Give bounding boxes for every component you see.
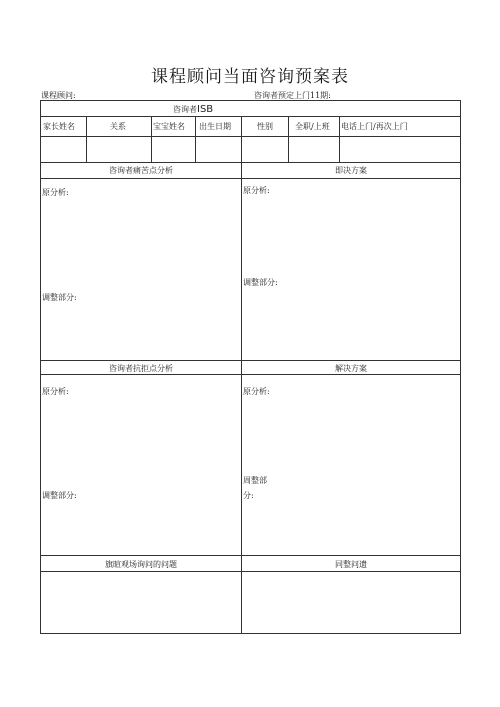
immediate-solution-heading: 即决方案	[335, 166, 367, 175]
consultant-label: 课程顾问:	[41, 91, 76, 100]
adjust-part-label: 调整部分:	[243, 278, 278, 287]
divider	[41, 555, 460, 556]
adjustment-questions-heading: 同整问遗	[335, 560, 367, 569]
divider	[41, 360, 460, 361]
page-title: 课程顾问当面咨询预案表	[151, 67, 349, 87]
header-parent-name: 家长姓名	[43, 122, 75, 131]
consultee-code: ISB	[197, 104, 214, 115]
original-analysis-label: 原分析:	[243, 387, 270, 396]
objection-analysis-heading: 咨询者抗拒点分析	[109, 364, 173, 373]
adjust-part-label: 调整部分:	[42, 491, 77, 500]
divider	[41, 571, 460, 572]
divider	[41, 162, 460, 163]
consultee-label: 咨询者ISB	[173, 104, 214, 115]
divider	[339, 116, 340, 162]
divider	[288, 116, 289, 162]
header-relation: 关系	[110, 122, 126, 131]
header-visit-type: 电话上门/再次上门	[341, 122, 408, 131]
divider	[41, 374, 460, 375]
divider	[241, 116, 242, 162]
original-analysis-label: 原分析:	[243, 186, 270, 195]
header-job-status: 全职/上班	[295, 122, 330, 131]
original-analysis-label: 原分析:	[42, 387, 69, 396]
divider	[151, 116, 152, 162]
onsite-questions-heading: 旗暄观场询问的问题	[105, 560, 177, 569]
divider	[41, 178, 460, 179]
header-gender: 性别	[257, 122, 273, 131]
pain-point-analysis-heading: 咨询者痛苦点分析	[109, 166, 173, 175]
divider	[41, 116, 460, 117]
adjust-part-label: 调整部分:	[42, 293, 77, 302]
header-baby-name: 宝宝姓名	[153, 122, 185, 131]
divider	[41, 136, 460, 137]
divider	[86, 116, 87, 162]
adjust-part-label: 周整部	[243, 476, 267, 485]
appointment-date-label: 咨询者预定上门11期:	[254, 91, 331, 100]
solution-heading: 解决方案	[335, 364, 367, 373]
divider	[195, 116, 196, 162]
consultation-form	[40, 100, 461, 634]
original-analysis-label: 原分析:	[42, 188, 69, 197]
adjust-part-label-continued: 分:	[243, 491, 254, 500]
header-birth-date: 出生日期	[199, 122, 231, 131]
